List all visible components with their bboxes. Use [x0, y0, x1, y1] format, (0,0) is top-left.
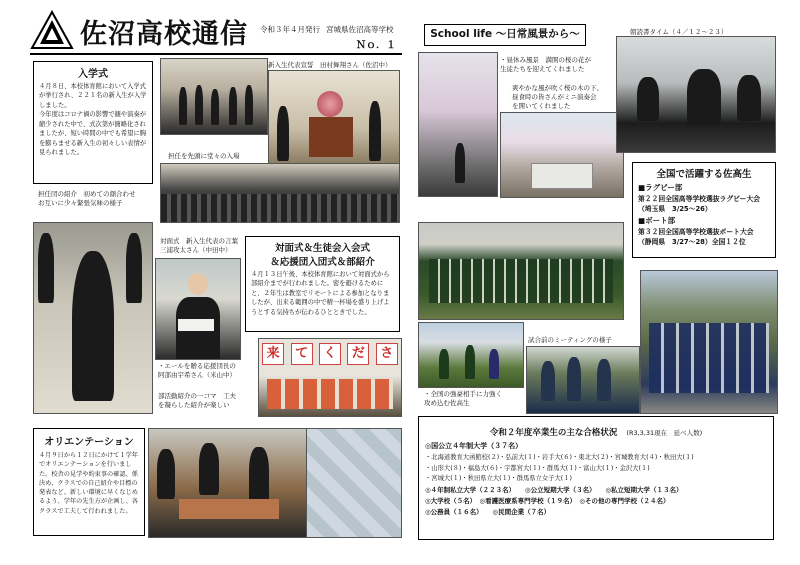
results-line: ◎４年制私立大学（２２３名） ◎公立短期大学（３名） ◎私立短期大学（１３名） — [425, 486, 683, 494]
poster-char-0: 来 — [262, 343, 284, 365]
welcome-ceremony-title-2: ＆応援団入団式＆部紹介 — [270, 257, 375, 268]
photo-morning-reading — [616, 36, 776, 153]
poster-char-2: く — [319, 343, 341, 365]
boat-club-label: ■ボート部 — [638, 216, 676, 225]
results-line: ・山形大(８)・福島大(６)・宇都宮大(１)・群馬大(１)・富山大(１)・金沢大(１) — [425, 464, 650, 472]
caption-blossom-2: 爽やかな風が吹く桜の木の下、 昼食時の皆さんがミニ演奏会 を開いてくれました — [512, 84, 603, 110]
boat-detail: （静岡県 3/27〜28）全国１２位 — [638, 238, 746, 246]
national-box — [632, 162, 776, 258]
photo-boat-meeting — [526, 346, 640, 414]
welcome-ceremony-title-1: 対面式＆生徒会入会式 — [274, 243, 370, 254]
results-line: ・北海道教育大函館校(２)・弘前大(１)・岩手大(６)・東北大(２)・宮城教育大(４)・秋田大(１) — [425, 453, 694, 461]
caption-student-rep-2: 三浦攻太さん（中田中） — [160, 246, 232, 254]
entrance-ceremony-box — [33, 61, 153, 184]
caption-meeting: 試合前のミーティングの様子 — [528, 336, 612, 344]
header-rule — [30, 53, 402, 55]
welcome-ceremony-body: ４月１３日午後、本校体育館において対面式から部紹介までが行われました。密を避けるためにと、２年生は教室でリモートによる参加となりましたが、出来る範囲の中で精一杯場を盛り上げようとする気持ちが伝わるひとときでした。 — [251, 271, 390, 316]
rugby-detail: （埼玉県 3/25〜26） — [638, 205, 712, 213]
photo-entrance-march — [160, 58, 268, 135]
orientation-body: ４月９日から１２日にかけて１学年でオリエンテーションを行いました。校舎の見学や約束事の確認、係決め、クラスでの自己紹介や目標の発表など、新しい環境に早くなじめるよう、学年の先生方が企画し、各クラスで工夫して行われました。 — [39, 452, 138, 515]
school-crest-icon — [30, 10, 74, 50]
poster-char-4: さ — [376, 343, 398, 365]
caption-student-rep-1: 対面式 新入生代表の言葉 — [160, 237, 238, 245]
issue-number: Ｎｏ．１ — [356, 40, 396, 51]
orientation-title: オリエンテーション — [44, 437, 134, 448]
results-line: ◎国公立４年制大学（３７名） — [425, 442, 523, 450]
caption-march: 担任を先頭に堂々の入場 — [168, 152, 240, 160]
poster-char-1: て — [291, 343, 313, 365]
welcome-ceremony-box — [245, 236, 400, 332]
caption-rugby: ・全国の強豪相手に力強く 攻め込む佐高生 — [424, 390, 502, 407]
photo-rugby-team — [418, 222, 624, 320]
photo-ceremony-hall — [160, 163, 400, 223]
boat-event: 第３２回全国高等学校選抜ボート大会 — [638, 228, 754, 236]
photo-student-rep-speech — [155, 258, 241, 360]
photo-rugby-match — [418, 322, 524, 388]
poster-char-3: だ — [347, 343, 369, 365]
entrance-ceremony-title: 入学式 — [78, 69, 108, 80]
caption-club-corner: 部活動紹介の一コマ 工夫 を凝らした紹介が楽しい — [158, 392, 236, 409]
newsletter-title: 佐沼高校通信 — [80, 19, 248, 50]
school-life-title: School life ～日常風景から～ — [430, 28, 580, 40]
results-line: ・宮城大(１)・秋田県立大(１)・群馬県立女子大(１) — [425, 475, 572, 483]
publisher: 宮城県佐沼高等学校 — [326, 25, 394, 34]
rugby-event: 第２２回全国高等学校選抜ラグビー大会 — [638, 195, 761, 203]
caption-yell: ・エールを贈る応援団長の 阿部由宇希さん（米山中） — [158, 362, 236, 379]
results-line: ◎大学校（５名） ◎看護医療系専門学校（１９名） ◎その他の専門学校（２４名） — [425, 497, 670, 506]
orientation-box — [33, 428, 145, 536]
photo-sticky-notes — [306, 428, 402, 538]
issue-date: 令和３年４月発行 — [260, 25, 320, 34]
caption-staff-intro: 担任団の紹介 初めての顔合わせ お互いに少々緊張気味の様子 — [38, 190, 136, 207]
school-life-title-box — [424, 24, 586, 46]
caption-reading: 朝読書タイム（４／１２〜２３） — [630, 28, 728, 36]
photo-campus-trees — [500, 112, 624, 198]
photo-club-poster — [258, 338, 402, 417]
results-line: ◎公務員（１６名） ◎民間企業（７名） — [425, 508, 551, 517]
results-title: 令和２年度卒業生の主な合格状況 — [489, 428, 618, 438]
photo-orientation-class — [148, 428, 308, 538]
caption-blossom: ・昼休み風景 満開の桜の花が 生徒たちを迎えてくれました — [500, 56, 591, 73]
photo-cherry-blossom — [418, 52, 498, 197]
entrance-ceremony-body: ４月８日、本校体育館において入学式が挙行され、２２１名の新入生が入学しました。 今年度はコロナ禍の影響で観や演奏が縮少された中で、式次第が簡略化されましたが、短い時間の中でも希望に胸を膨らませる新入生の初々しい表情が見られました。 — [39, 83, 147, 157]
photo-student-rep-back — [33, 222, 153, 414]
rugby-club-label: ■ラグビー部 — [638, 183, 683, 192]
caption-pledge: 新入生代表宣誓 田村舞翔さん（佐沼中） — [268, 61, 392, 69]
results-note: (R3,3,31現在 延べ人数) — [626, 429, 703, 437]
photo-boat-team — [640, 270, 778, 414]
national-title: 全国で活躍する佐高生 — [656, 169, 752, 180]
results-box — [418, 416, 774, 540]
photo-pledge — [268, 70, 400, 175]
